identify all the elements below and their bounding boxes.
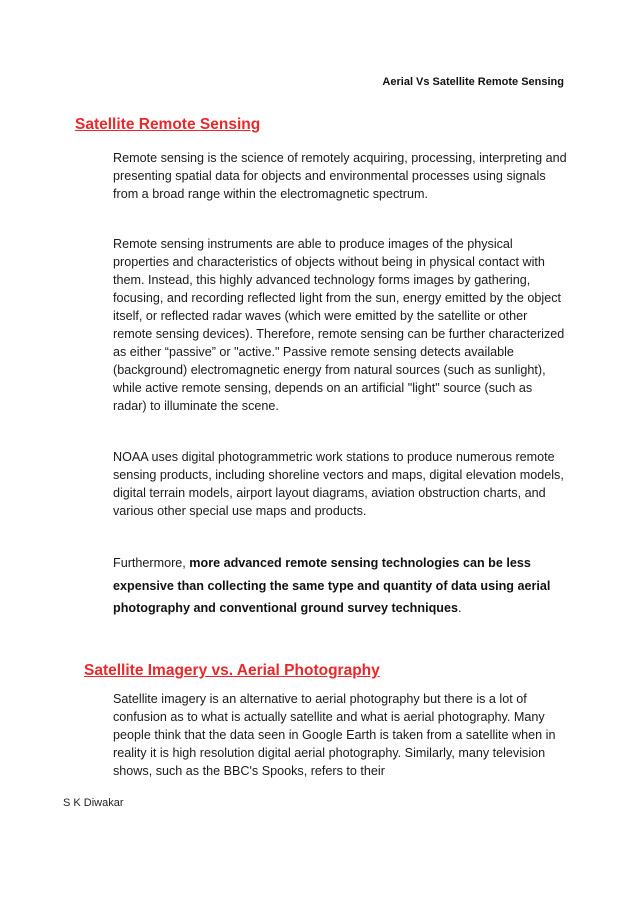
paragraph-definition: Remote sensing is the science of remotely acquiring, processing, interpreting and presenting spatial data for objects and environmental processes using signals from a broad range within the electromagnetic spectrum. <box>113 151 567 201</box>
page-footer: S K Diwakar <box>63 797 124 809</box>
page-header: Aerial Vs Satellite Remote Sensing <box>382 76 564 88</box>
section-heading-satellite-remote-sensing: Satellite Remote Sensing <box>75 116 261 133</box>
furthermore-prefix: Furthermore, <box>113 556 190 570</box>
paragraph-satellite-imagery: Satellite imagery is an alternative to aerial photography but there is a lot of confusion as to what is actually satellite and what is aerial photography. Many people think that the data seen in Google Earth is taken from a satellite when in reality it is high resolution digital aerial photography. Similarly, many television shows, such as the BBC's Spooks, refers to their <box>113 692 556 778</box>
paragraph-furthermore <box>113 552 568 620</box>
paragraph-noaa: NOAA uses digital photogrammetric work stations to produce numerous remote sensing products, including shoreline vectors and maps, digital elevation models, digital terrain models, airport layout diagrams, aviation obstruction charts, and various other special use maps and products. <box>113 450 564 518</box>
furthermore-bold-text: more advanced remote sensing technologies can be less expensive than collecting the same type and quantity of data using aerial photography and conventional ground survey techniques <box>113 556 551 615</box>
section-heading-imagery-vs-aerial: Satellite Imagery vs. Aerial Photography <box>84 662 380 679</box>
furthermore-suffix: . <box>457 601 462 615</box>
paragraph-instruments: Remote sensing instruments are able to produce images of the physical properties and characteristics of objects without being in physical contact with them. Instead, this highly advanced technology forms images by gathering, focusing, and recording reflected light from the sun, energy emitted by the object itself, or reflected radar waves (which were emitted by the satellite or other remote sensing devices). Therefore, remote sensing can be further characterized as either “passive” or "active." Passive remote sensing detects available (background) electromagnetic energy from natural sources (such as sunlight), while active remote sensing, depends on an artificial "light" source (such as radar) to illuminate the scene. <box>113 237 565 413</box>
